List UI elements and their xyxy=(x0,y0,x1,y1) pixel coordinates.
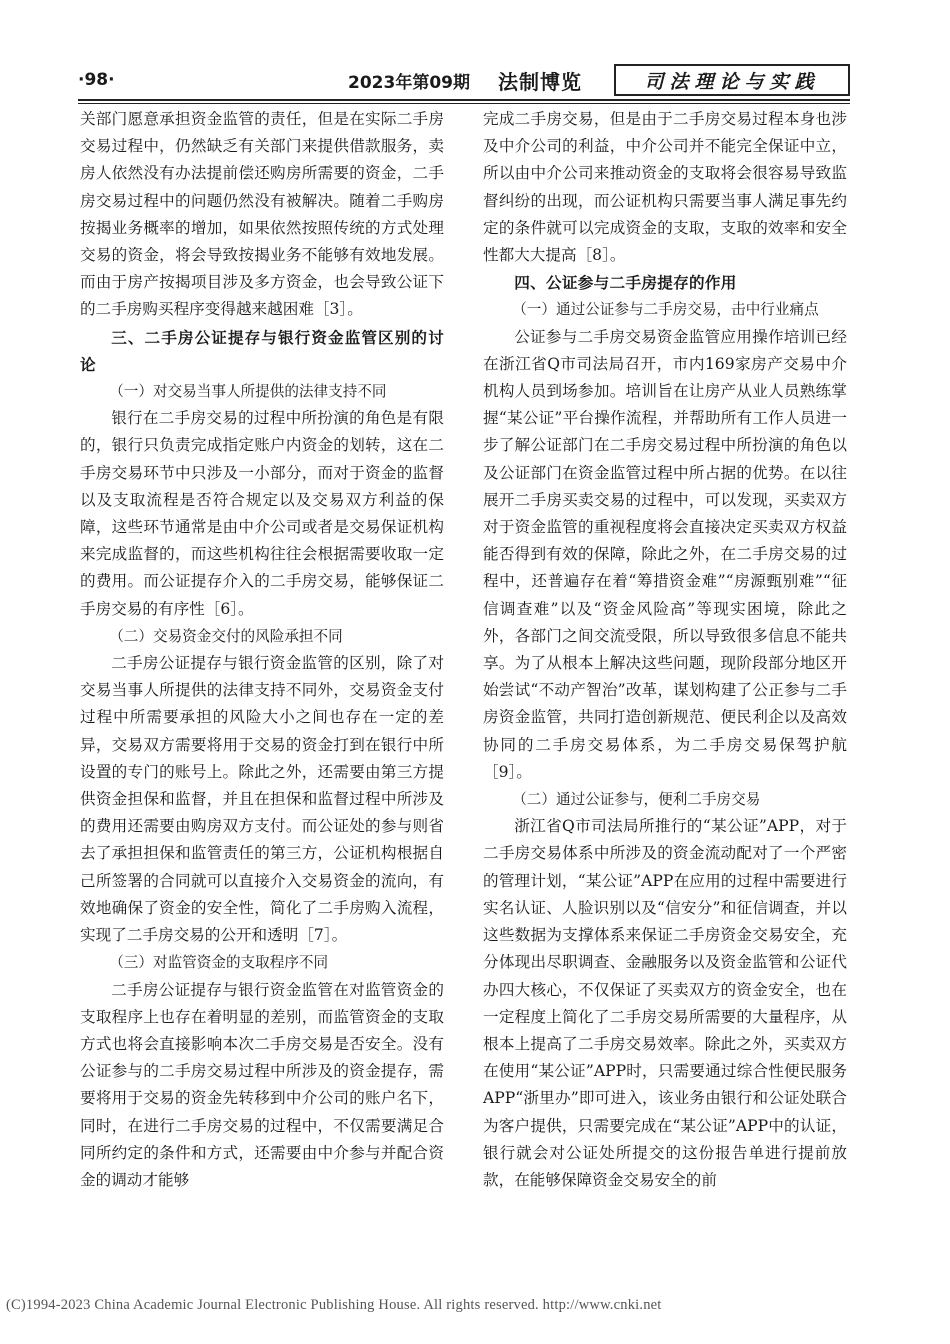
right-column xyxy=(483,106,847,1194)
paragraph: 关部门愿意承担资金监管的责任，但是在实际二手房交易过程中，仍然缺乏有关部门来提供借款服务，卖房人依然没有办法提前偿还购房所需要的资金，二手房交易过程中的问题仍然没有被解决。随着二手购房按揭业务概率的增加，如果依然按照传统的方式处理交易的资金，将会导致按揭业务不能够有效地发展。而由于房产按揭项目涉及多方资金，也会导致公证下的二手房购买程序变得越来越困难［3］。 xyxy=(80,110,444,319)
section-heading: 四、公证参与二手房提存的作用 xyxy=(514,273,737,293)
page-number: ·98· xyxy=(78,70,115,90)
subsection-heading: （一）通过公证参与二手房交易，击中行业痛点 xyxy=(512,301,819,319)
header-rule-thin xyxy=(78,103,850,104)
section-heading: 三、二手房公证提存与银行资金监管区别的讨论 xyxy=(80,327,444,374)
paragraph: 完成二手房交易，但是由于二手房交易过程本身也涉及中介公司的利益，中介公司并不能完全保证中立，所以由中介公司来推动资金的支取将会很容易导致监督纠纷的出现，而公证机构只需要当事人满足事先约定的条件就可以完成资金的支取，支取的效率和安全性都大大提高［8］。 xyxy=(483,110,847,265)
copyright-footer: (C)1994-2023 China Academic Journal Electronic Publishing House. All rights reserved. http://www.cnki.net xyxy=(6,1297,662,1313)
paragraph: 公证参与二手房交易资金监管应用操作培训已经在浙江省Q市司法局召开，市内169家房产交易中介机构人员到场参加。培训旨在让房产从业人员熟练掌握“某公证”平台操作流程，并帮助所有工作人员进一步了解公证部门在二手房交易过程中所扮演的角色以及公证部门在资金监管过程中所占据的优势。在以往展开二手房买卖交易的过程中，可以发现，买卖双方对于资金监管的重视程度将会直接决定买卖双方权益能否得到有效的保障，除此之外，在二手房交易的过程中，还普遍存在着“筹措资金难”“房源甄别难”“征信调查难”以及“资金风险高”等现实困境，除此之外，各部门之间交流受限，所以导致很多信息不能共享。为了从根本上解决这些问题，现阶段部分地区开始尝试“不动产智治”改革，谋划构建了公正参与二手房资金监管，共同打造创新规范、便民利企以及高效协同的二手房交易体系，为二手房交易保驾护航［9］。 xyxy=(483,327,847,781)
left-column xyxy=(80,106,444,1194)
paragraph: 浙江省Q市司法局所推行的“某公证”APP，对于二手房交易体系中所涉及的资金流动配对了一个严密的管理计划，“某公证”APP在应用的过程中需要进行实名认证、人脸识别以及“信安分”和征信调查，并以这些数据为支撑体系来保证二手房资金交易安全，充分体现出尽职调查、金融服务以及资金监管和公证代办四大核心，不仅保证了买卖双方的资金安全，也在一定程度上简化了二手房交易所需要的大量程序，从根本上提高了二手房交易效率。除此之外，买卖双方在使用“某公证”APP时，只需要通过综合性便民服务APP“浙里办”即可进入，该业务由银行和公证处联合为客户提供，只需要完成在“某公证”APP中的认证，银行就会对公证处所提交的这份报告单进行提前放款，在能够保障资金交易安全的前 xyxy=(483,817,847,1189)
subsection-heading: （一）对交易当事人所提供的法律支持不同 xyxy=(109,383,387,401)
journal-title: 法制博览 xyxy=(497,69,582,94)
issue-label: 2023年第09期 xyxy=(348,72,470,93)
column-title: 司法理论与实践 xyxy=(614,64,850,96)
paragraph: 二手房公证提存与银行资金监管的区别，除了对交易当事人所提供的法律支持不同外，交易资金支付过程中所需要承担的风险大小之间也存在一定的差异，交易双方需要将用于交易的资金打到在银行中所设置的专门的账号上。除此之外，还需要由第三方提供资金担保和监督，并且在担保和监督过程中所涉及的费用还需要由购房双方支付。而公证处的参与则省去了承担担保和监管责任的第三方，公证机构根据自己所签署的合同就可以直接介入交易资金的流向，有效地确保了资金的安全性，简化了二手房购入流程，实现了二手房交易的公开和透明［7］。 xyxy=(80,654,444,945)
paragraph: 二手房公证提存与银行资金监管在对监管资金的支取程序上也存在着明显的差别，而监管资金的支取方式也将会直接影响本次二手房交易是否安全。没有公证参与的二手房交易过程中所涉及的资金提存，需要将用于交易的资金先转移到中介公司的账户名下，同时，在进行二手房交易的过程中，不仅需要满足合同所约定的条件和方式，还需要由中介参与并配合资金的调动才能够 xyxy=(80,980,444,1189)
header-rule-thick xyxy=(78,99,850,101)
paragraph: 银行在二手房交易的过程中所扮演的角色是有限的，银行只负责完成指定账户内资金的划转，这在二手房交易环节中只涉及一小部分，而对于资金的监督以及支取流程是否符合规定以及交易双方利益的保障，这些环节通常是由中介公司或者是交易保证机构来完成监督的，而这些机构往往会根据需要收取一定的费用。而公证提存介入的二手房交易，能够保证二手房交易的有序性［6］。 xyxy=(80,409,444,618)
subsection-heading: （三）对监管资金的支取程序不同 xyxy=(109,954,329,972)
subsection-heading: （二）交易资金交付的风险承担不同 xyxy=(109,627,343,645)
subsection-heading: （二）通过公证参与，便利二手房交易 xyxy=(512,791,761,809)
page-header xyxy=(78,62,850,98)
